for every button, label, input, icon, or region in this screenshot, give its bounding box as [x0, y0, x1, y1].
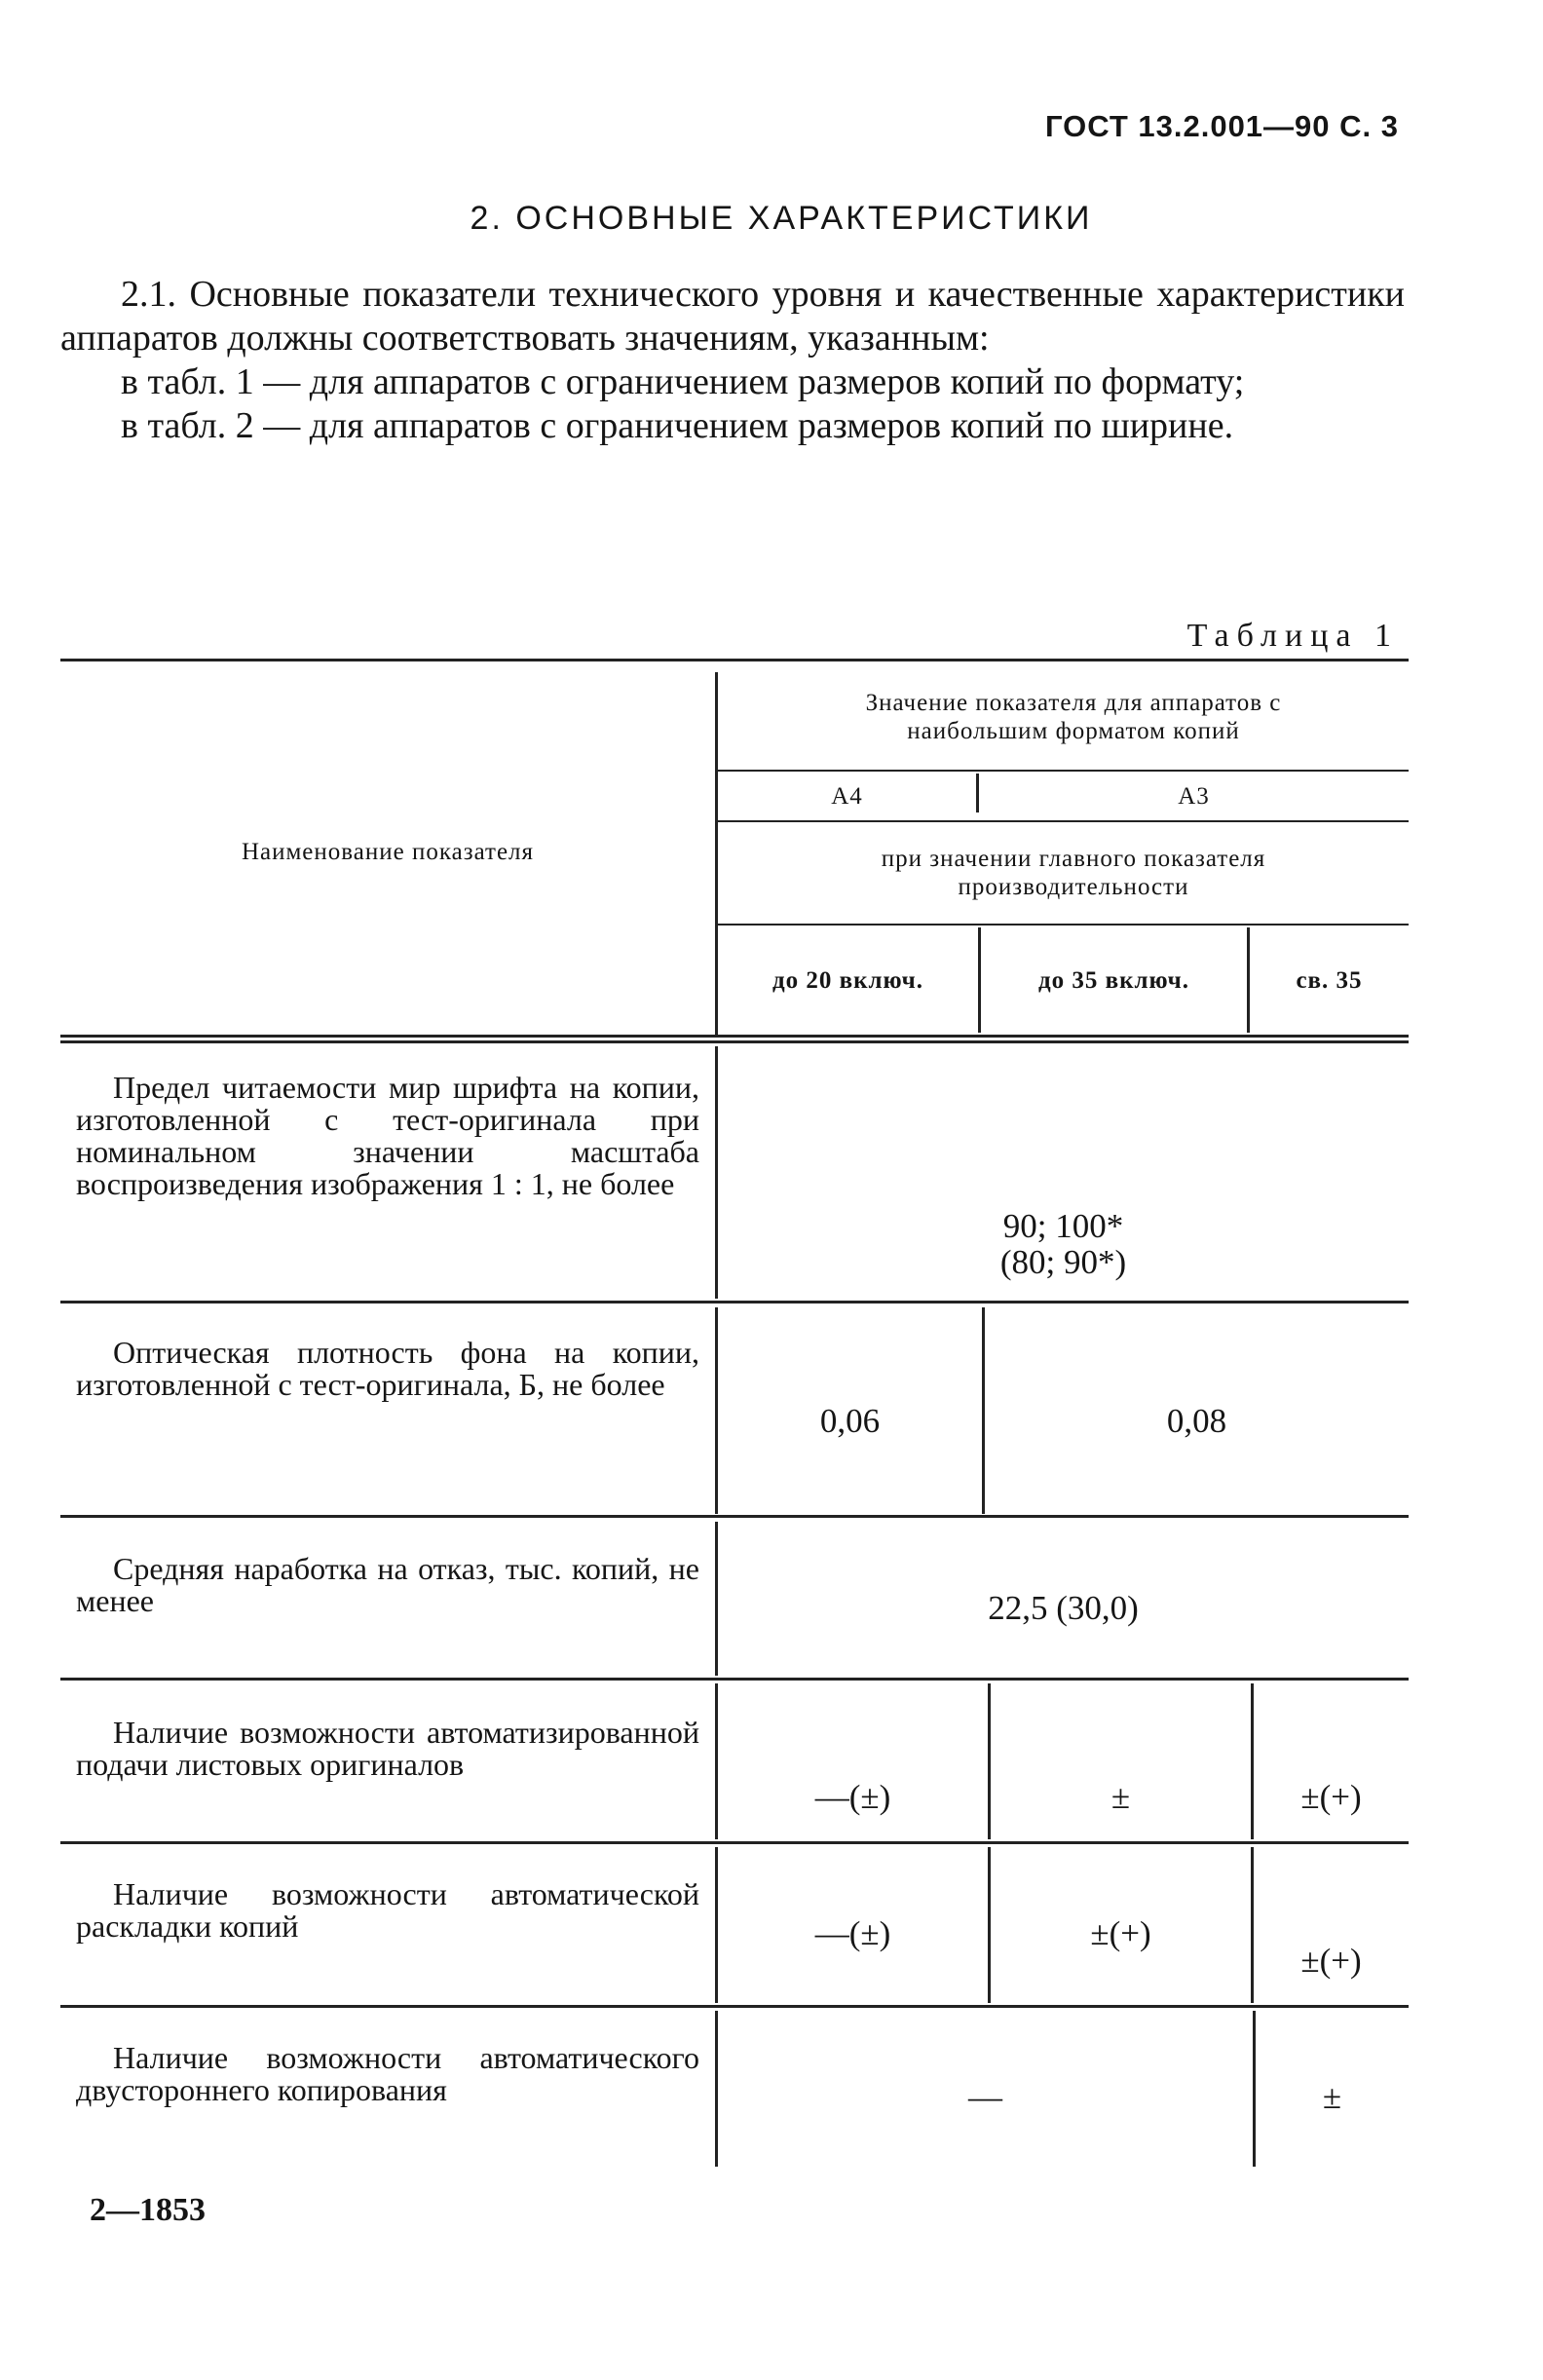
row-4-value-3: ±(+): [1300, 1778, 1362, 1816]
values-header: Значение показателя для аппаратов с наибольшим форматом копий: [865, 690, 1282, 744]
col-name-header: Наименование показателя: [241, 838, 535, 865]
vrule-row4-a: [715, 1683, 718, 1839]
productivity-header: при значении главного показателя производительности: [881, 846, 1266, 900]
row-4-name: Наличие возможности автоматизированной подачи листовых оригиналов: [76, 1715, 699, 1782]
row-rule-2: [60, 1515, 1409, 1518]
vrule-row4-b: [988, 1683, 991, 1839]
row-3-name: Средняя наработка на отказ, тыс. копий, не менее: [76, 1551, 699, 1618]
row-rule-4: [60, 1841, 1409, 1844]
row-rule-5: [60, 2005, 1409, 2008]
row-2-name: Оптическая плотность фона на копии, изготовленной с тест-оригинала, Б, не более: [76, 1335, 699, 1402]
row-1-name: Предел читаемости мир шрифта на копии, изготовленной с тест-оригинала при номинальном значении масштаба воспроизведения изображения 1 : 1, не более: [76, 1070, 699, 1201]
row-2-value-a4: 0,06: [819, 1402, 881, 1440]
row-1-value-line2: (80; 90*): [999, 1243, 1127, 1281]
sub-col-2-header: до 35 включ.: [1037, 966, 1190, 994]
row-5-name: Наличие возможности автоматической раскладки копий: [76, 1876, 699, 1944]
row-1-value-line1: 90; 100*: [1002, 1207, 1124, 1245]
row-2-value-a3: 0,08: [1166, 1402, 1227, 1440]
row-5-value-3: ±(+): [1300, 1942, 1362, 1980]
rule-under-productivity: [718, 924, 1409, 926]
row-6-value-a4-a3: —: [968, 2078, 1002, 2116]
vrule-row5-c: [1251, 1847, 1254, 2003]
vrule-row4-c: [1251, 1683, 1254, 1839]
format-a3-header: А3: [1178, 782, 1210, 810]
rule-under-formats: [718, 820, 1409, 822]
row-5-value-1: —(±): [814, 1914, 891, 1952]
page-header: ГОСТ 13.2.001—90 С. 3: [1044, 109, 1399, 143]
data-table: [60, 659, 1409, 2178]
row-3-value: 22,5 (30,0): [988, 1589, 1139, 1627]
row-4-value-1: —(±): [814, 1778, 891, 1816]
sub-col-1-header: до 20 включ.: [772, 966, 924, 994]
section-title: 2. ОСНОВНЫЕ ХАРАКТЕРИСТИКИ: [470, 200, 1093, 237]
intro-paragraph-3: в табл. 2 — для аппаратов с ограничением размеров копий по ширине.: [121, 405, 1234, 446]
row-4-value-2: ±: [1110, 1778, 1131, 1816]
row-6-name: Наличие возможности автоматического двустороннего копирования: [76, 2040, 699, 2107]
row-rule-1: [60, 1301, 1409, 1303]
header-bottom-rule-2: [60, 1040, 1409, 1043]
intro-paragraph-1: 2.1. Основные показатели технического уровня и качественные характеристики аппаратов должны соответствовать значениям, указанным:: [60, 274, 1405, 359]
intro-paragraphs: [60, 273, 1405, 448]
header-bottom-rule-1: [60, 1035, 1409, 1038]
table-caption: Таблица 1: [1186, 618, 1399, 654]
row-5-value-2: ±(+): [1090, 1914, 1151, 1952]
intro-paragraph-2: в табл. 1 — для аппаратов с ограничением размеров копий по формату;: [121, 361, 1245, 402]
format-a4-header: А4: [831, 782, 863, 810]
row-rule-3: [60, 1678, 1409, 1681]
table-top-rule: [60, 659, 1409, 661]
sub-col-3-header: св. 35: [1296, 966, 1363, 994]
page-footer-code: 2—1853: [90, 2192, 206, 2228]
row-6-value-3: ±: [1322, 2078, 1342, 2116]
